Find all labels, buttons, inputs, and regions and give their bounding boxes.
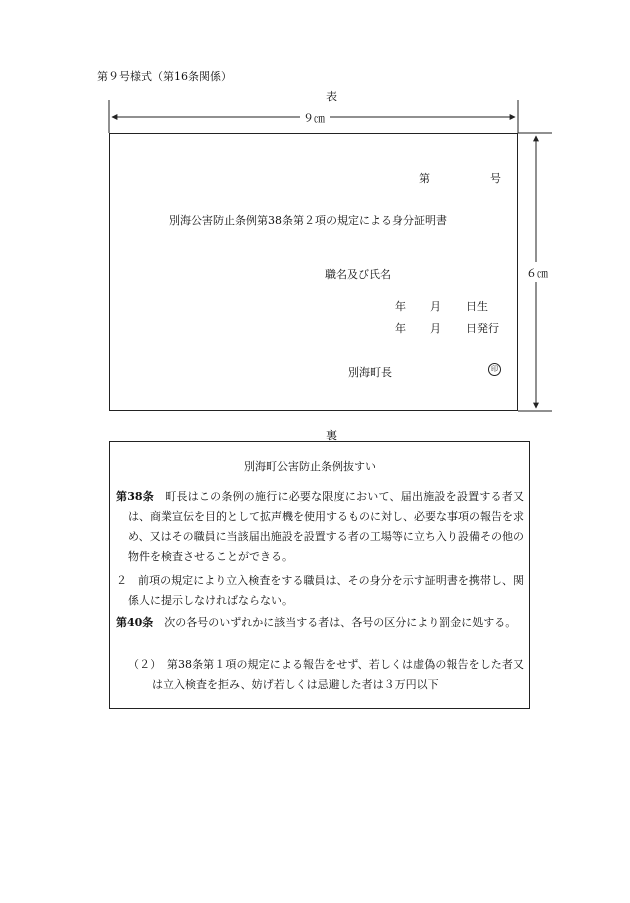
height-label: ６㎝ (526, 267, 548, 280)
article-38-text: 町長はこの条例の施行に必要な限度において、届出施設を設置する者又は、商業宣伝を目的として拡声機を使用するものに対し、必要な事項の報告を求め、又はその職員に当該届出施設を設置する者の工場等に立ち入り設備その他の物件を検査させることができる。 (128, 490, 525, 563)
seal-text: 印 (491, 365, 498, 373)
form-label: 第９号様式（第16条関係） (97, 70, 232, 83)
name-label: 職名及び氏名 (325, 268, 391, 281)
front-heading: 表 (326, 90, 337, 103)
issued-year: 年 (395, 322, 406, 335)
article-40-head: 第40条 (116, 616, 154, 629)
article-38-head: 第38条 (116, 490, 154, 503)
article-40-text: 次の各号のいずれかに該当する者は、各号の区分により罰金に処する。 (153, 616, 517, 629)
birth-month: 月 (430, 300, 441, 313)
seal-mark (488, 363, 501, 376)
front-card (109, 133, 518, 411)
front-title: 別海公害防止条例第38条第２項の規定による身分証明書 (169, 214, 447, 227)
issuer: 別海町長 (348, 366, 392, 379)
number-dai: 第 (419, 172, 430, 185)
article-40-item-2: （２） 第38条第１項の規定による報告をせず、若しくは虚偽の報告をした者又は立入検査を拒み、妨げ若しくは忌避した者は３万円以下 (128, 658, 524, 691)
birth-day: 日生 (466, 300, 488, 313)
issued-day: 日発行 (466, 322, 499, 335)
width-label: ９㎝ (303, 112, 325, 125)
article-38 (116, 487, 524, 567)
article-38-paragraph-2: ２ 前項の規定により立入検査をする職員は、その身分を示す証明書を携帯し、関係人に提示しなければならない。 (116, 574, 524, 607)
issued-month: 月 (430, 322, 441, 335)
article-40 (116, 613, 524, 633)
back-title: 別海町公害防止条例抜すい (244, 460, 376, 473)
number-go: 号 (490, 172, 501, 185)
back-heading: 裏 (326, 429, 337, 442)
birth-year: 年 (395, 300, 406, 313)
